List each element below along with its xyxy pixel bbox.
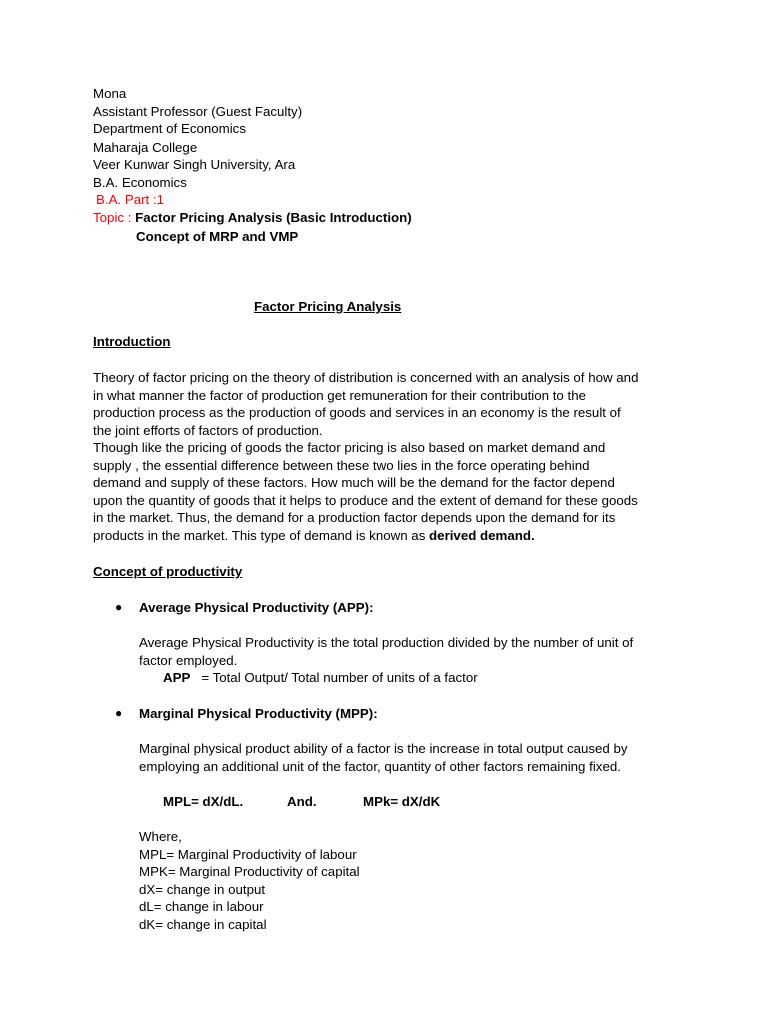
mpl-formula: MPL= dX/dL. <box>163 794 244 809</box>
department-name: Department of Economics <box>93 121 246 136</box>
topic-label: Topic <box>93 210 125 225</box>
app-formula <box>163 669 478 687</box>
introduction-heading: Introduction <box>93 334 171 349</box>
paragraph-line: the joint efforts of factors of production. <box>93 422 323 438</box>
college-name: Maharaja College <box>93 140 198 155</box>
topic-subtitle: Concept of MRP and VMP <box>136 229 299 244</box>
paragraph-line: factor employed. <box>139 652 238 668</box>
productivity-heading: Concept of productivity <box>93 564 243 579</box>
app-formula-label: APP <box>163 670 191 685</box>
introduction-paragraph-1 <box>93 369 693 439</box>
app-description <box>139 634 699 669</box>
definition-item: MPK= Marginal Productivity of capital <box>139 864 360 879</box>
definition-item: dL= change in labour <box>139 899 264 914</box>
mpp-description <box>139 740 699 775</box>
paragraph-line: upon the quantity of goods that it helps to produce and the extent of demand for these goods <box>93 492 638 508</box>
where-label: Where, <box>139 829 182 844</box>
topic-title: Factor Pricing Analysis (Basic Introduction) <box>135 210 412 225</box>
author-name: Mona <box>93 86 127 101</box>
paragraph-line: supply , the essential difference between these two lies in the force operating behind <box>93 457 590 473</box>
formula-and: And. <box>287 794 317 809</box>
definitions-list <box>139 828 539 933</box>
paragraph-line-last <box>93 527 693 545</box>
university-name: Veer Kunwar Singh University, Ara <box>93 157 296 172</box>
paragraph-line: Marginal physical product ability of a factor is the increase in total output caused by <box>139 741 628 756</box>
paragraph-line: production process as the production of goods and services in an economy is the result of <box>93 405 621 420</box>
course-name: B.A. Economics <box>93 175 187 190</box>
paragraph-text: products in the market. This type of demand is known as <box>93 527 430 543</box>
app-heading: Average Physical Productivity (APP): <box>139 600 374 615</box>
document-title: Factor Pricing Analysis <box>254 299 402 314</box>
definition-item: dK= change in capital <box>139 916 267 932</box>
paragraph-line: in the market. Thus, the demand for a production factor depends upon the demand for its <box>93 510 616 525</box>
paragraph-line: Though like the pricing of goods the factor pricing is also based on market demand and <box>93 440 606 455</box>
paragraph-line: demand and supply of these factors. How much will be the demand for the factor depend <box>93 475 615 490</box>
mpk-formula: MPk= dX/dK <box>363 794 441 809</box>
part-label: B.A. Part :1 <box>96 192 164 207</box>
paragraph-line: employing an additional unit of the factor, quantity of other factors remaining fixed. <box>139 758 621 774</box>
paragraph-line: Average Physical Productivity is the total production divided by the number of unit of <box>139 635 634 650</box>
bullet-icon: ● <box>115 600 123 614</box>
app-formula-text: = Total Output/ Total number of units of a factor <box>201 670 478 685</box>
topic-separator: : <box>124 210 136 225</box>
introduction-paragraph-2 <box>93 439 693 544</box>
bullet-icon: ● <box>115 706 123 720</box>
paragraph-line: Theory of factor pricing on the theory of distribution is concerned with an analysis of how and <box>93 370 639 385</box>
mpp-heading: Marginal Physical Productivity (MPP): <box>139 706 378 721</box>
derived-demand-term: derived demand. <box>429 527 535 543</box>
author-position: Assistant Professor (Guest Faculty) <box>93 104 303 119</box>
definition-item: dX= change in output <box>139 881 266 897</box>
paragraph-line: in what manner the factor of production get remuneration for their contribution to the <box>93 387 587 403</box>
topic-line <box>93 209 412 227</box>
definition-item: MPL= Marginal Productivity of labour <box>139 846 357 862</box>
